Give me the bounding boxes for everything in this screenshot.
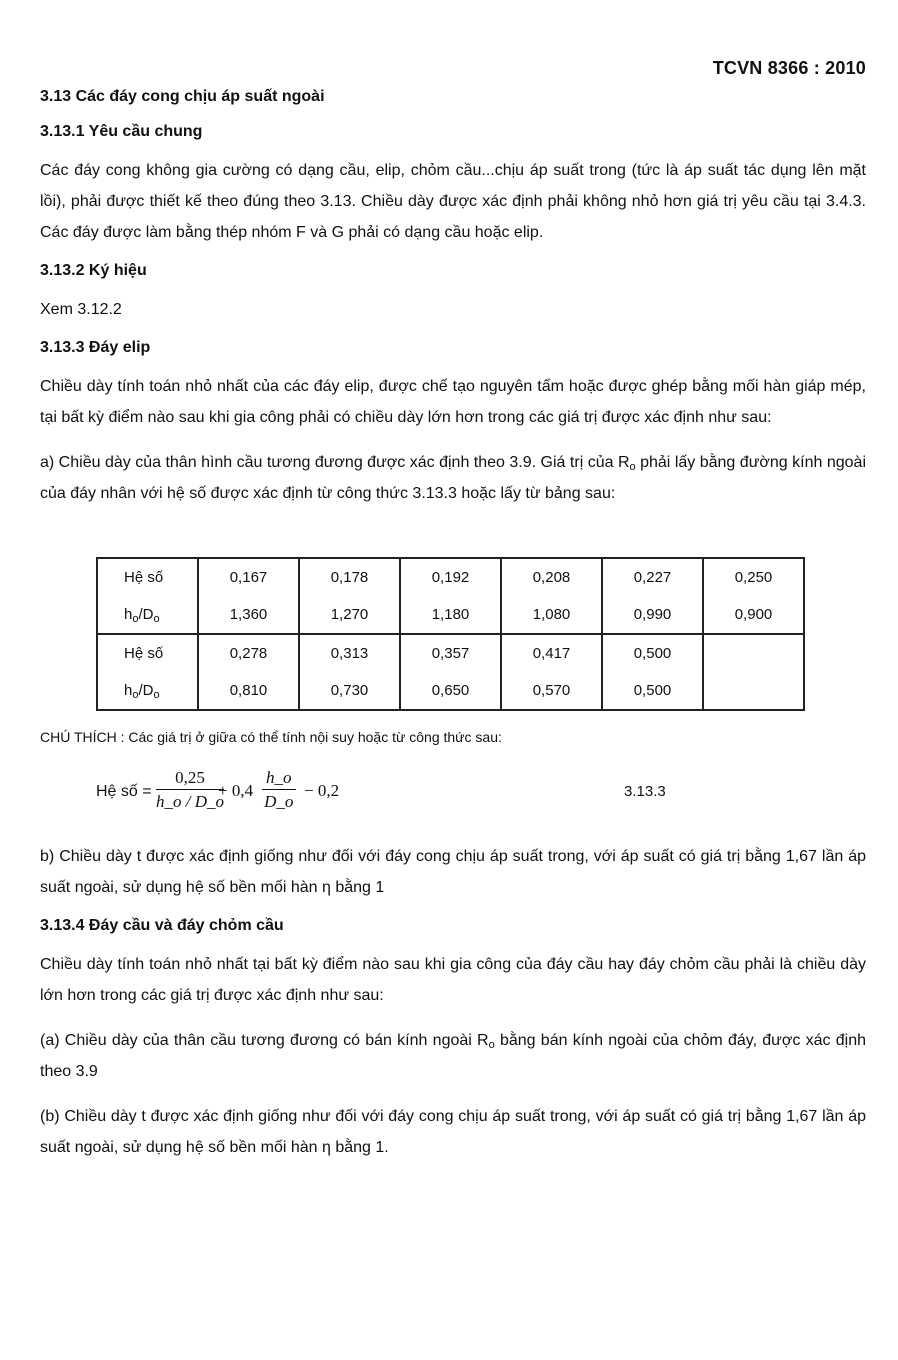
document-body [40,88,866,1177]
formula-fraction-1: $\frac{0,25}{h\_o / D\_o}$ [156,768,224,811]
row-label-cell: Hệ số $h_o/D_o$ [97,634,198,710]
formula-lhs: Hệ số = [96,783,152,800]
section-title: 3.13 Các đáy cong chịu áp suất ngoài [40,88,325,105]
formula [40,765,866,825]
table-cell [703,634,804,710]
spherical-text: Chiều dày tính toán nhỏ nhất tại bất kỳ điểm nào sau khi gia công của đáy cầu hay đáy chỏm cầu phải là chiều dày lớn hơn trong các giá trị được xác định như sau: [40,956,866,1004]
table-cell: 0,178 1,270 [299,558,400,634]
elliptical-item-b: b) Chiều dày t được xác định giống như đối với đáy cong chịu áp suất trong, với áp suất có giá trị bằng 1,67 lần áp suất ngoài, sử dụng hệ số bền mối hàn η bằng 1 [40,848,866,896]
table-cell: 0,250 0,900 [703,558,804,634]
table-cell: 0,417 0,570 [501,634,602,710]
table-row [97,558,804,634]
table-row [97,634,804,710]
table-cell: 0,357 0,650 [400,634,501,710]
formula-term: − 0,2 [304,781,340,800]
table-cell: 0,208 1,080 [501,558,602,634]
equation-number: 3.13.3 [624,783,666,800]
elliptical-text: Chiều dày tính toán nhỏ nhất của các đáy elip, được chế tạo nguyên tấm hoặc được ghép bằng mối hàn giáp mép, tại bất kỳ điểm nào sau khi gia công phải có chiều dày lớn hơn trong các giá trị được xác định như sau: [40,378,866,426]
subsection-symbols-title: 3.13.2 Ký hiệu [40,262,147,279]
elliptical-item-a: a) Chiều dày của thân hình cầu tương đương được xác định theo 3.9. Giá trị của $R_o$ phải lấy bằng đường kính ngoài của đáy nhân với hệ số được xác định từ công thức 3.13.3 hoặc lấy từ bảng sau: [40,454,866,502]
coefficient-table [96,557,805,711]
formula-term: + 0,4 [218,781,254,800]
general-requirements-text: Các đáy cong không gia cường có dạng cầu, elip, chỏm cầu...chịu áp suất trong (tức là áp suất tác dụng lên mặt lồi), phải được thiết kế theo đúng theo 3.13. Chiều dày được xác định phải không nhỏ hơn giá trị yêu cầu tại 3.4.3. Các đáy được làm bằng thép nhóm F và G phải có dạng cầu hoặc elip. [40,162,866,241]
spherical-item-b: (b) Chiều dày t được xác định giống như đối với đáy cong chịu áp suất trong, với áp suất có giá trị bằng 1,67 lần áp suất ngoài, sử dụng hệ số bền mối hàn η bằng 1. [40,1108,866,1156]
table-cell: 0,192 1,180 [400,558,501,634]
standard-code: TCVN 8366 : 2010 [712,58,866,78]
row-label-cell: Hệ số $h_o/D_o$ [97,558,198,634]
table-cell: 0,167 1,360 [198,558,299,634]
subsection-general-title: 3.13.1 Yêu cầu chung [40,123,203,140]
table-cell: 0,313 0,730 [299,634,400,710]
table-cell: 0,227 0,990 [602,558,703,634]
table-note: CHÚ THÍCH : Các giá trị ở giữa có thể tính nội suy hoặc từ công thức sau: [40,729,502,745]
table-cell: 0,500 0,500 [602,634,703,710]
symbols-text: Xem 3.12.2 [40,301,122,318]
spherical-item-a: (a) Chiều dày của thân cầu tương đương có bán kính ngoài $R_o$ bằng bán kính ngoài của chỏm đáy, được xác định theo 3.9 [40,1032,866,1080]
subsection-elliptical-title: 3.13.3 Đáy elip [40,339,151,356]
table-cell: 0,278 0,810 [198,634,299,710]
subsection-spherical-title: 3.13.4 Đáy cầu và đáy chỏm cầu [40,917,284,934]
formula-fraction-2: $\frac{h\_o}{D\_o}$ [262,767,296,814]
